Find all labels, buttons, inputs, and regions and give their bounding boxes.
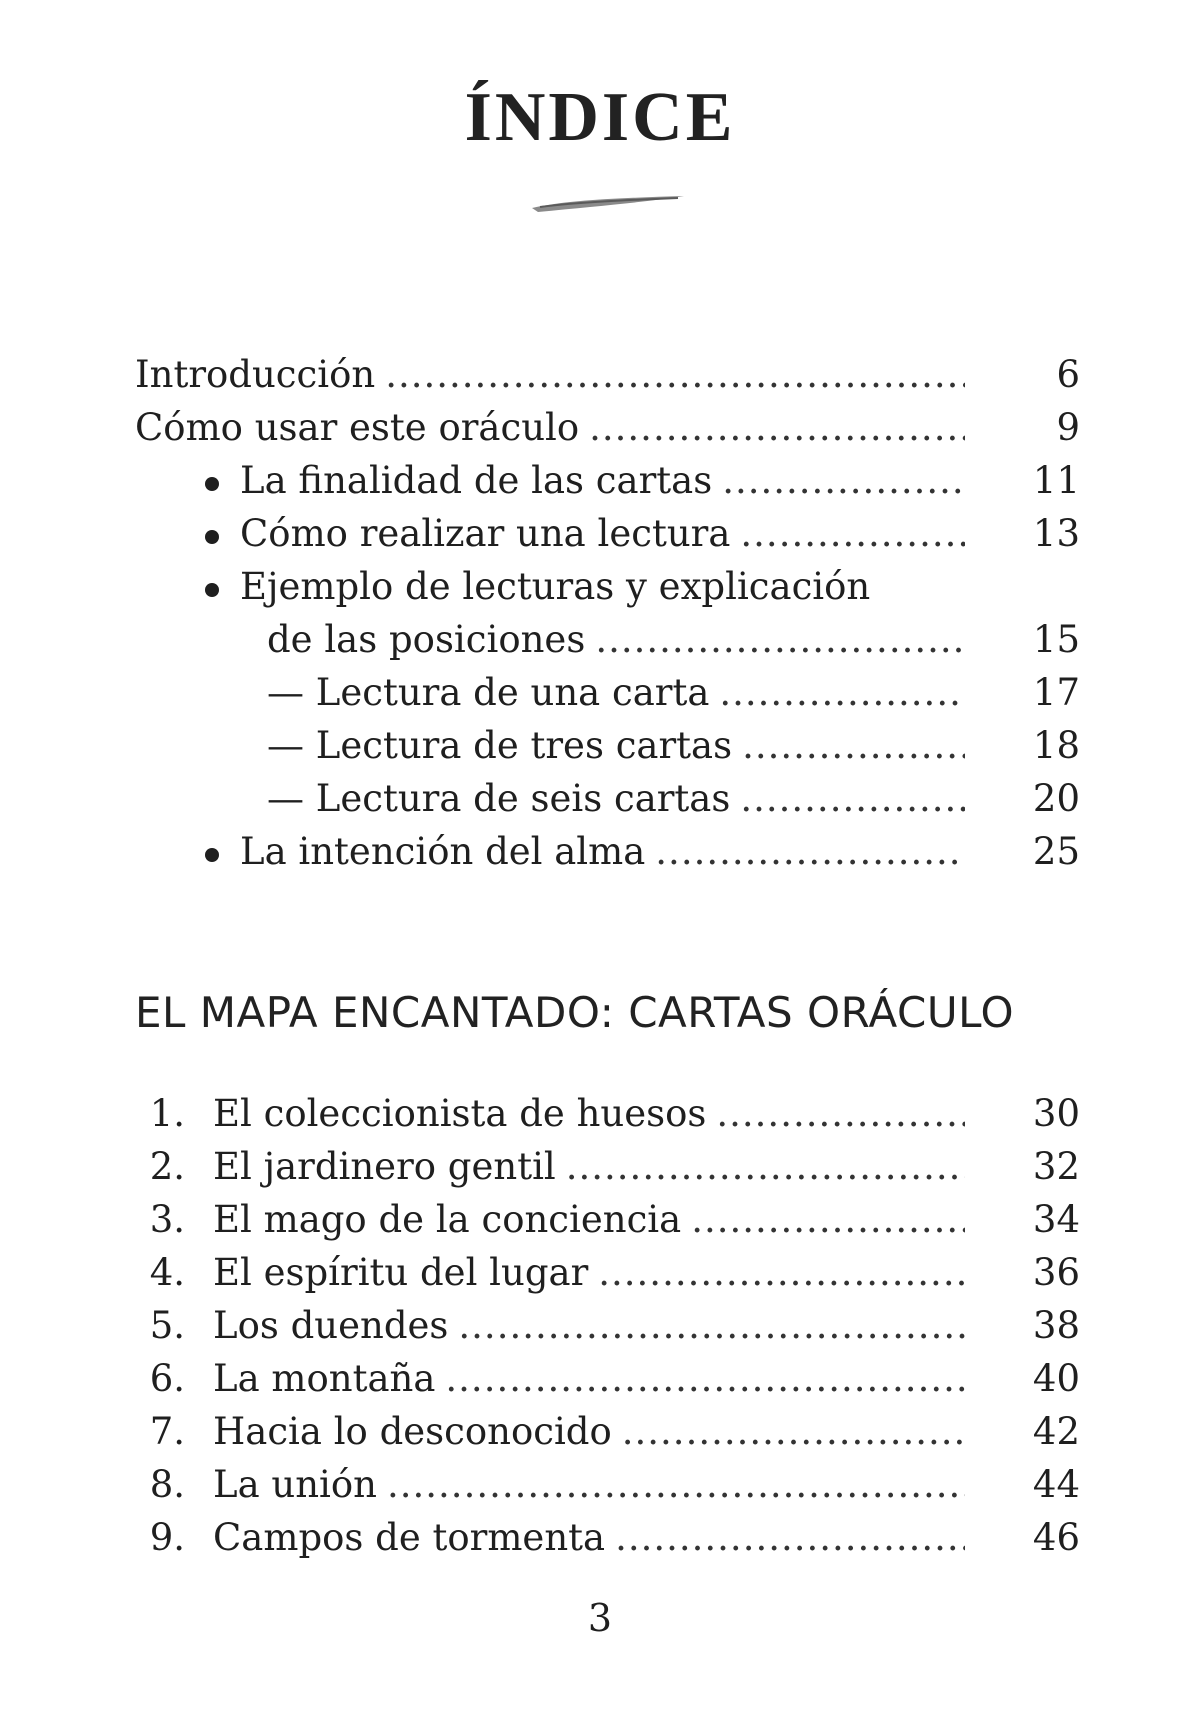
- toc-entry: [213, 1089, 965, 1139]
- toc-entry: [213, 1248, 965, 1298]
- dot-leader: [691, 1195, 965, 1245]
- toc-entry: [213, 1407, 965, 1457]
- toc-entry: [213, 1301, 965, 1351]
- dot-leader: [445, 1354, 965, 1404]
- toc-entry: [213, 1460, 965, 1510]
- toc-entry-page: 13: [1032, 512, 1080, 555]
- toc-entry-label: — Lectura de una carta: [267, 671, 710, 714]
- title-flourish: [528, 188, 688, 218]
- toc-entry-page: 18: [1032, 724, 1080, 767]
- toc-entry-page: 9: [1056, 406, 1080, 449]
- dot-leader: [458, 1301, 965, 1351]
- toc-entry-page: 34: [1032, 1198, 1080, 1241]
- card-number: 6.: [149, 1357, 185, 1400]
- toc-entry-page: 42: [1032, 1410, 1080, 1453]
- toc-entry-label: — Lectura de seis cartas: [267, 777, 731, 820]
- toc-entry-page: 6: [1056, 353, 1080, 396]
- toc-entry: [267, 668, 965, 718]
- toc-entry-label: Cómo usar este oráculo: [135, 406, 580, 449]
- dot-leader: [598, 1248, 965, 1298]
- card-number: 3.: [149, 1198, 185, 1241]
- toc-entry-page: 40: [1032, 1357, 1080, 1400]
- toc-entry-page: 17: [1032, 671, 1080, 714]
- toc-entry: [240, 509, 965, 559]
- toc-entry: [213, 1142, 965, 1192]
- toc-entry-label: Hacia lo desconocido: [213, 1410, 612, 1453]
- toc-entry-page: 30: [1032, 1092, 1080, 1135]
- toc-entry-label: El coleccionista de huesos: [213, 1092, 707, 1135]
- toc-entry: [135, 403, 965, 453]
- dot-leader: [566, 1142, 965, 1192]
- dot-leader: [387, 1460, 965, 1510]
- card-number: 2.: [149, 1145, 185, 1188]
- toc-entry-label: Los duendes: [213, 1304, 449, 1347]
- toc-entry: [213, 1354, 965, 1404]
- toc-entry-page: 38: [1032, 1304, 1080, 1347]
- toc-entry: [213, 1195, 965, 1245]
- toc-entry-label: La finalidad de las cartas: [240, 459, 713, 502]
- toc-entry-label: — Lectura de tres cartas: [267, 724, 733, 767]
- card-number: 1.: [149, 1092, 185, 1135]
- dot-leader: [655, 827, 965, 877]
- bullet-icon: [205, 583, 219, 597]
- toc-entry-page: 36: [1032, 1251, 1080, 1294]
- toc-entry-page: 11: [1032, 459, 1080, 502]
- toc-entry: [267, 615, 965, 665]
- dot-leader: [719, 668, 965, 718]
- toc-entry-page: 25: [1032, 830, 1080, 873]
- toc-entry-label: Cómo realizar una lectura: [240, 512, 731, 555]
- toc-entry: [267, 774, 965, 824]
- toc-entry-label: Campos de tormenta: [213, 1516, 606, 1559]
- toc-entry-page: 46: [1032, 1516, 1080, 1559]
- toc-entry: [240, 827, 965, 877]
- section-heading: EL MAPA ENCANTADO: CARTAS ORÁCULO: [135, 988, 1015, 1037]
- dot-leader: [716, 1089, 965, 1139]
- card-number: 4.: [149, 1251, 185, 1294]
- dot-leader: [385, 350, 965, 400]
- dot-leader: [742, 721, 965, 771]
- dot-leader: [722, 456, 965, 506]
- toc-entry: [240, 456, 965, 506]
- toc-entry: [135, 350, 965, 400]
- bullet-icon: [205, 477, 219, 491]
- toc-entry-label: Introducción: [135, 353, 376, 396]
- toc-entry-page: 15: [1032, 618, 1080, 661]
- toc-entry-label: El espíritu del lugar: [213, 1251, 589, 1294]
- toc-entry-page: 32: [1032, 1145, 1080, 1188]
- toc-entry-label: La unión: [213, 1463, 377, 1506]
- toc-entry: [267, 721, 965, 771]
- toc-entry-label: Ejemplo de lecturas y explicación: [240, 565, 871, 608]
- dot-leader: [740, 774, 965, 824]
- page-number: 3: [587, 1596, 613, 1640]
- bullet-icon: [205, 530, 219, 544]
- card-number: 5.: [149, 1304, 185, 1347]
- dot-leader: [589, 403, 965, 453]
- card-number: 9.: [149, 1516, 185, 1559]
- dot-leader: [622, 1407, 965, 1457]
- dot-leader: [595, 615, 965, 665]
- card-number: 8.: [149, 1463, 185, 1506]
- page-title: ÍNDICE: [464, 79, 736, 156]
- toc-entry-page: 20: [1032, 777, 1080, 820]
- toc-entry-page: 44: [1032, 1463, 1080, 1506]
- toc-entry-label: La montaña: [213, 1357, 436, 1400]
- dot-leader: [615, 1513, 965, 1563]
- bullet-icon: [205, 848, 219, 862]
- toc-entry: [213, 1513, 965, 1563]
- toc-entry-label: El mago de la conciencia: [213, 1198, 682, 1241]
- toc-entry-label: El jardinero gentil: [213, 1145, 556, 1188]
- toc-entry-label: La intención del alma: [240, 830, 646, 873]
- card-number: 7.: [149, 1410, 185, 1453]
- dot-leader: [740, 509, 965, 559]
- toc-entry-label: de las posiciones: [267, 618, 586, 661]
